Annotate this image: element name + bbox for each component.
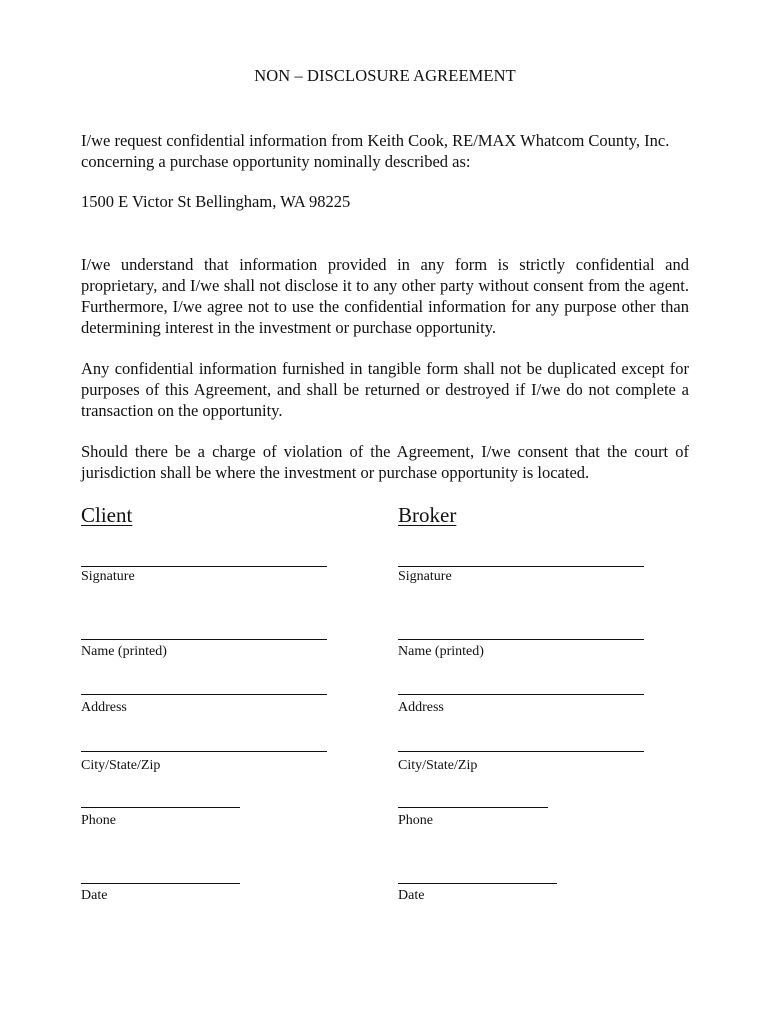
broker-signature-label: Signature <box>398 569 452 584</box>
client-city-state-zip-label: City/State/Zip <box>81 758 161 773</box>
intro-paragraph: I/we request confidential information from Keith Cook, RE/MAX Whatcom County, Inc. concerning a purchase opportunity nominally described as: <box>81 131 670 171</box>
client-date-line[interactable] <box>81 883 240 884</box>
broker-signature-line[interactable] <box>398 566 644 567</box>
broker-heading: Broker <box>398 503 457 527</box>
broker-phone-line[interactable] <box>398 807 548 808</box>
jurisdiction-paragraph: Should there be a charge of violation of the Agreement, I/we consent that the court of jurisdiction shall be where the investment or purchase opportunity is located. <box>81 442 689 482</box>
client-name-line[interactable] <box>81 639 327 640</box>
client-city-state-zip-line[interactable] <box>81 751 327 752</box>
broker-name-label: Name (printed) <box>398 644 484 659</box>
property-address: 1500 E Victor St Bellingham, WA 98225 <box>81 192 351 211</box>
broker-city-state-zip-label: City/State/Zip <box>398 758 478 773</box>
client-signature-line[interactable] <box>81 566 327 567</box>
client-address-line[interactable] <box>81 694 327 695</box>
broker-name-line[interactable] <box>398 639 644 640</box>
broker-address-label: Address <box>398 700 444 715</box>
client-phone-line[interactable] <box>81 807 240 808</box>
client-name-label: Name (printed) <box>81 644 167 659</box>
client-heading: Client <box>81 503 133 527</box>
client-phone-label: Phone <box>81 813 116 828</box>
broker-address-line[interactable] <box>398 694 644 695</box>
client-date-label: Date <box>81 888 108 903</box>
broker-date-label: Date <box>398 888 425 903</box>
confidentiality-paragraph: I/we understand that information provided in any form is strictly confidential and proprietary, and I/we shall not disclose it to any other party without consent from the agent. Furthermore, I/we agree not to use the confidential information for any purpose other than determining interest in the investment or purchase opportunity. <box>81 255 689 337</box>
document-title: NON – DISCLOSURE AGREEMENT <box>254 66 516 85</box>
broker-date-line[interactable] <box>398 883 557 884</box>
tangible-form-paragraph: Any confidential information furnished in tangible form shall not be duplicated except for purposes of this Agreement, and shall be returned or destroyed if I/we do not complete a transaction on the opportunity. <box>81 359 689 420</box>
client-address-label: Address <box>81 700 127 715</box>
client-signature-label: Signature <box>81 569 135 584</box>
broker-city-state-zip-line[interactable] <box>398 751 644 752</box>
broker-phone-label: Phone <box>398 813 433 828</box>
